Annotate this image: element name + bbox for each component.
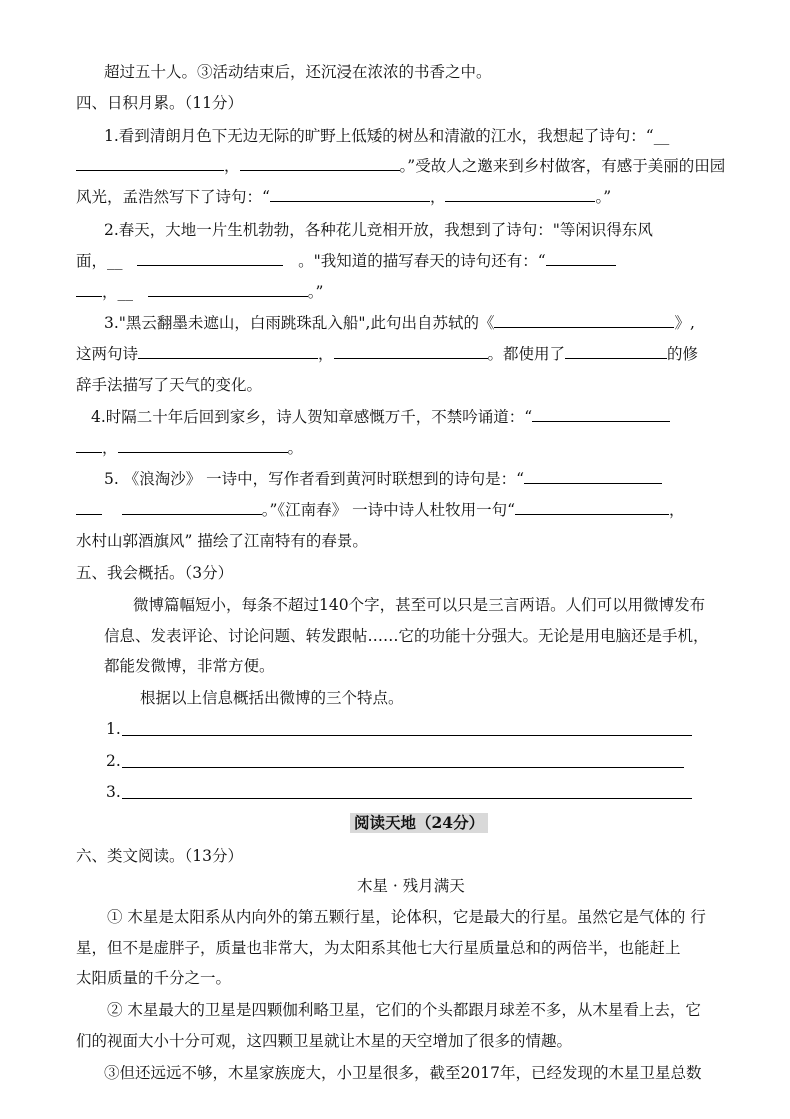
answer-blank[interactable] bbox=[76, 156, 224, 171]
q5-line-3: 水村山郭酒旗风” 描绘了江南特有的春景。 bbox=[76, 532, 368, 550]
answer-blank[interactable] bbox=[240, 156, 400, 171]
s5-passage-line-2: 信息、发表评论、讨论问题、转发跟帖……它的功能十分强大。无论是用电脑还是手机， bbox=[104, 627, 709, 645]
q2-line-3: ，__ 。” bbox=[76, 282, 323, 302]
section-4-heading: 四、日积月累。（11分） bbox=[76, 94, 243, 112]
answer-blank[interactable] bbox=[532, 407, 670, 422]
q1-line-3: 风光，孟浩然写下了诗句：“ ， 。” bbox=[76, 188, 612, 206]
answer-blank[interactable] bbox=[565, 344, 667, 359]
s5-prompt: 根据以上信息概括出微博的三个特点。 bbox=[140, 689, 404, 707]
article-line-4: ② 木星最大的卫星是四颗伽利略卫星，它们的个头都跟月球差不多，从木星看上去，它 bbox=[107, 1001, 701, 1019]
q5-line-1: 5. 《浪淘沙》 一诗中，写作者看到黄河时联想到的诗句是：“ bbox=[104, 469, 662, 489]
answer-blank[interactable] bbox=[524, 469, 662, 484]
q4-line-1: 4.时隔二十年后回到家乡，诗人贺知章感慨万千，不禁吟诵道：“ bbox=[91, 407, 670, 427]
article-title: 木星 · 残月满天 bbox=[357, 877, 465, 895]
q1-line-2: ， 。”受故人之邀来到乡村做客，有感于美丽的田园 bbox=[76, 156, 725, 176]
q2-line-2: 面，__ 。"我知道的描写春天的诗句还有：“ bbox=[76, 251, 616, 271]
answer-blank[interactable] bbox=[137, 251, 283, 266]
section-6-heading: 六、类文阅读。（13分） bbox=[76, 847, 243, 865]
answer-blank[interactable] bbox=[138, 344, 318, 359]
article-line-2: 星，但不是虚胖子，质量也非常大，为太阳系其他七大行星质量总和的两倍半，也能赶上 bbox=[76, 939, 681, 957]
answer-blank[interactable] bbox=[148, 282, 308, 297]
answer-blank[interactable] bbox=[494, 313, 674, 328]
answer-label: 2. bbox=[106, 752, 121, 770]
answer-label: 3. bbox=[106, 783, 121, 801]
section-5-heading: 五、我会概括。（3分） bbox=[76, 564, 234, 582]
answer-blank[interactable] bbox=[118, 438, 288, 453]
answer-line[interactable] bbox=[122, 798, 692, 799]
paragraph-continuation: 超过五十人。③活动结束后，还沉浸在浓浓的书香之中。 bbox=[104, 63, 492, 81]
s5-passage-line-3: 都能发微博，非常方便。 bbox=[104, 657, 275, 675]
q3-line-1: 3."黑云翻墨未遮山，白雨跳珠乱入船",此句出自苏轼的《 》, bbox=[104, 314, 695, 332]
q1-line-1: 1.看到清朗月色下无边无际的旷野上低矮的树丛和清澈的江水，我想起了诗句：“__ bbox=[104, 127, 670, 145]
answer-blank[interactable] bbox=[270, 187, 430, 202]
answer-label: 1. bbox=[106, 720, 121, 738]
answer-blank[interactable] bbox=[546, 251, 616, 266]
answer-blank[interactable] bbox=[122, 500, 262, 515]
article-line-6: ③但还远远不够，木星家族庞大，小卫星很多，截至2017年，已经发现的木星卫星总数 bbox=[104, 1064, 702, 1082]
answer-blank[interactable] bbox=[76, 438, 102, 453]
reading-section-title: 阅读天地（24分） bbox=[350, 813, 488, 833]
answer-blank[interactable] bbox=[515, 500, 669, 515]
s5-passage-line-1: 微博篇幅短小，每条不超过140个字，甚至可以只是三言两语。人们可以用微博发布 bbox=[133, 596, 706, 614]
q3-line-2: 这两句诗 ， 。都使用了 的修 bbox=[76, 345, 699, 363]
answer-blank[interactable] bbox=[445, 187, 595, 202]
q3-line-3: 辞手法描写了天气的变化。 bbox=[76, 376, 263, 394]
article-line-5: 们的视面大小十分可观，这四颗卫星就让木星的天空增加了很多的情趣。 bbox=[76, 1032, 573, 1050]
answer-blank[interactable] bbox=[76, 282, 102, 297]
article-line-3: 太阳质量的千分之一。 bbox=[76, 969, 232, 987]
answer-line[interactable] bbox=[122, 767, 684, 768]
q2-line-1: 2.春天，大地一片生机勃勃，各种花儿竞相开放，我想到了诗句："等闲识得东风 bbox=[104, 221, 653, 239]
article-line-1: ① 木星是太阳系从内向外的第五颗行星，论体积，它是最大的行星。虽然它是气体的 行 bbox=[107, 908, 706, 926]
q4-line-2: ， 。 bbox=[76, 438, 303, 458]
q5-line-2: 。”《江南春》 一诗中诗人杜牧用一句“ ， bbox=[76, 500, 685, 520]
answer-line[interactable] bbox=[122, 735, 692, 736]
answer-blank[interactable] bbox=[334, 344, 488, 359]
answer-blank[interactable] bbox=[76, 500, 102, 515]
